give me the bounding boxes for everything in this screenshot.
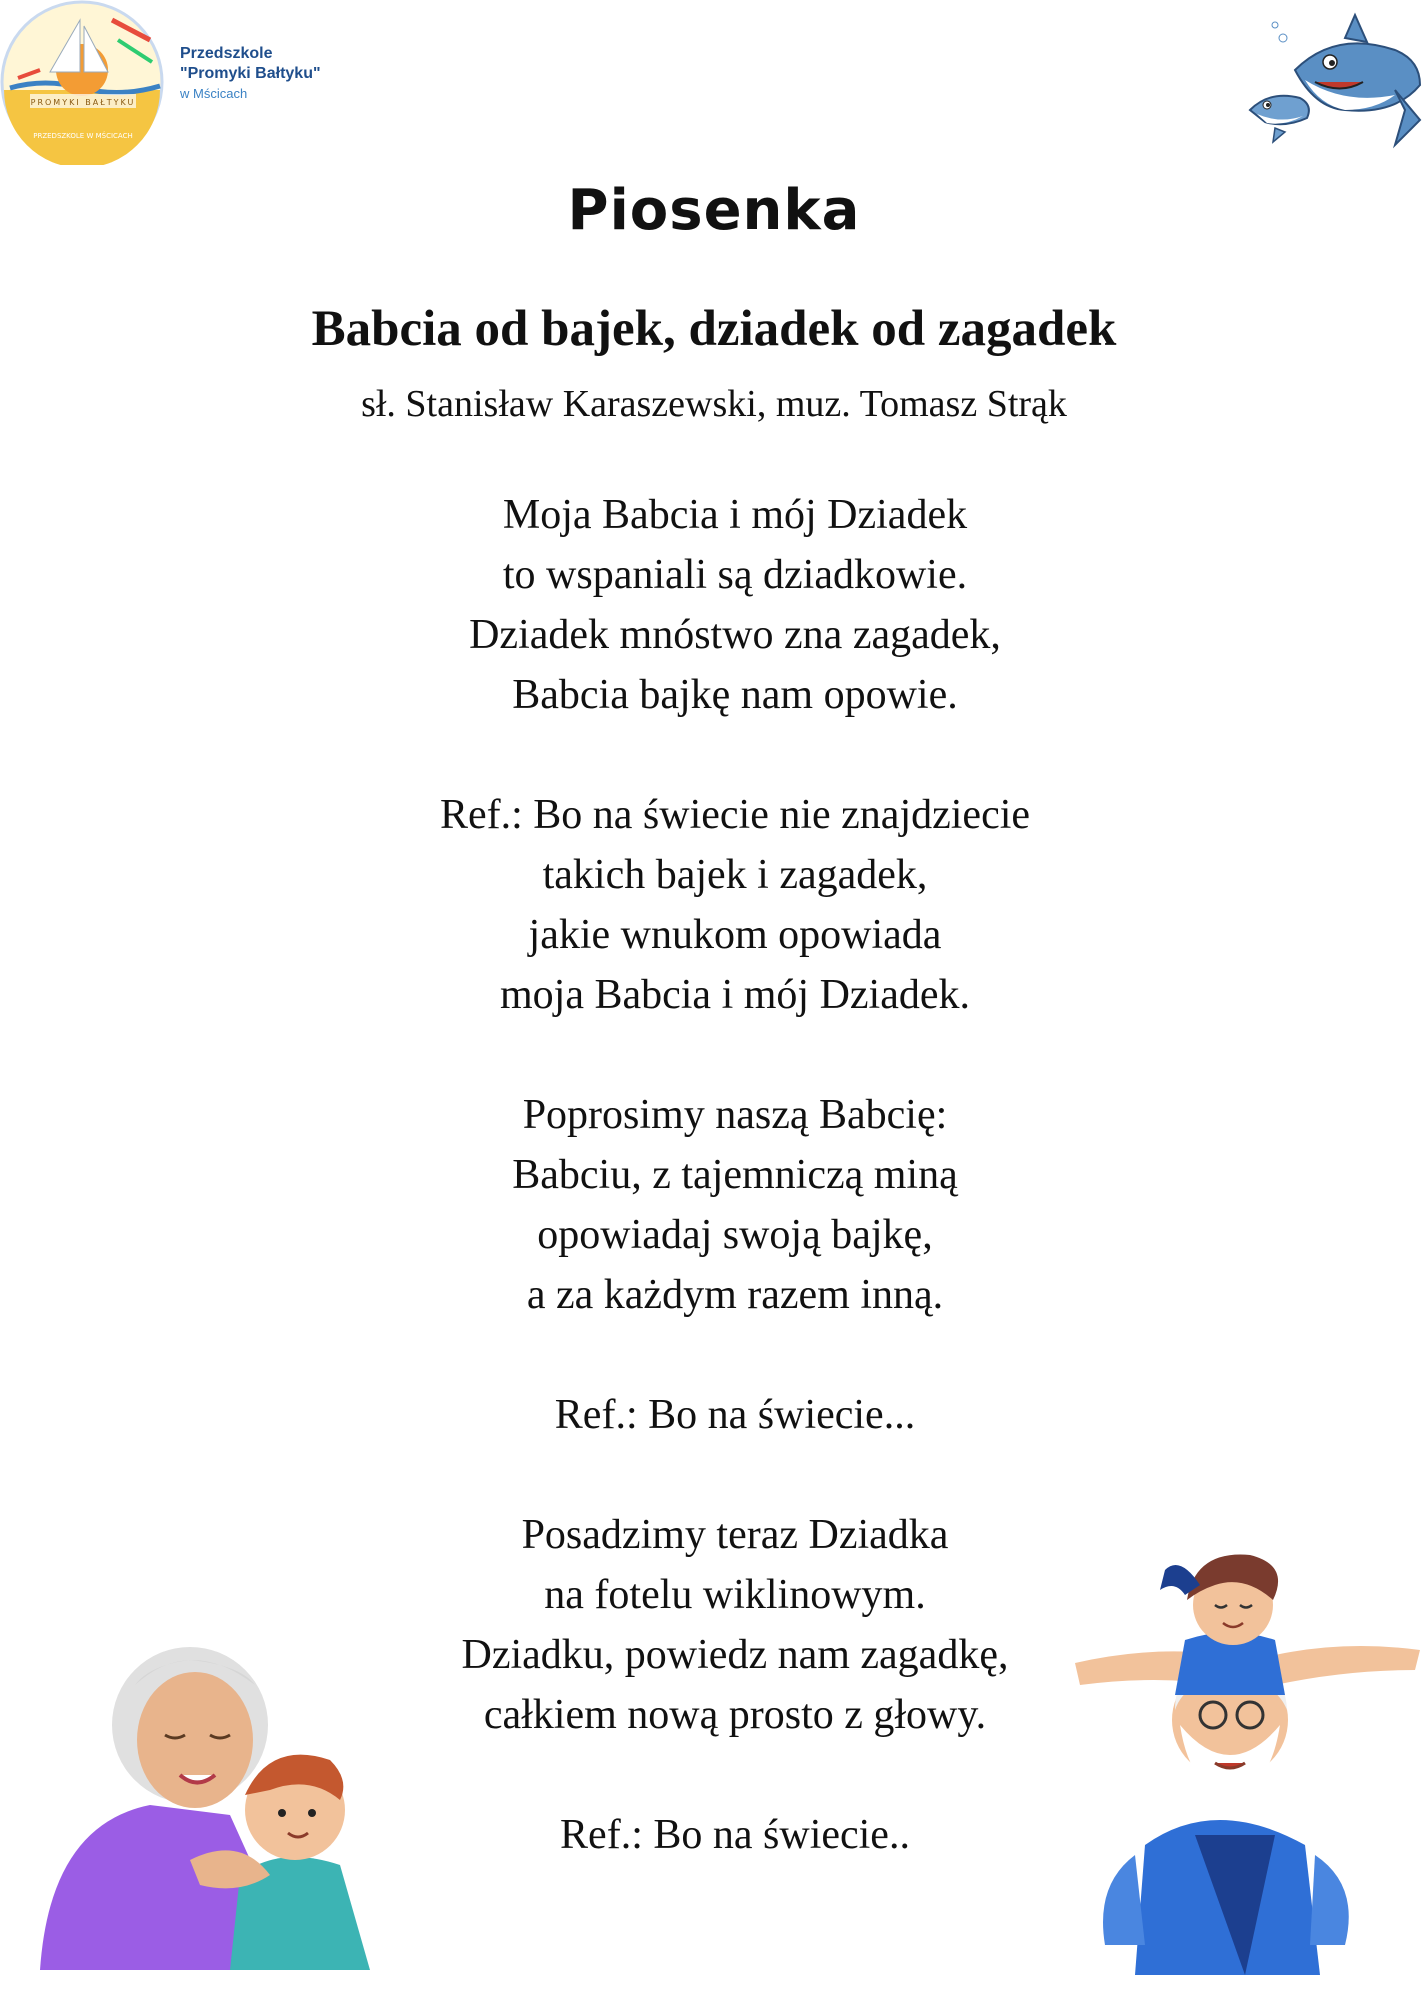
lyric-line: Posadzimy teraz Dziadka	[521, 1512, 949, 1558]
lyric-line: a za każdym razem inną.	[526, 1272, 944, 1318]
logo-ring-text: PRZEDSZKOLE W MŚCICACH	[33, 132, 133, 140]
lyric-line: takich bajek i zagadek,	[542, 852, 928, 898]
lyric-line: Dziadek mnóstwo zna zagadek,	[469, 612, 1001, 658]
lyric-line: opowiadaj swoją bajkę,	[537, 1212, 933, 1258]
school-name	[180, 44, 321, 104]
song-title: Babcia od bajek, dziadek od zagadek	[311, 301, 1117, 357]
lyric-line: Ref.: Bo na świecie...	[554, 1392, 916, 1438]
stanza-1	[0, 485, 1428, 725]
lyric-line: Poprosimy naszą Babcię:	[522, 1092, 948, 1138]
sharks-illustration	[1245, 10, 1428, 160]
logo-badge-text: PROMYKI BAŁTYKU	[30, 98, 136, 107]
lyric-line: jakie wnukom opowiada	[528, 912, 942, 958]
lyric-line: na fotelu wiklinowym.	[544, 1572, 926, 1618]
stanza-2	[0, 1085, 1428, 1325]
lyric-line: całkiem nową prosto z głowy.	[483, 1692, 987, 1738]
lyric-line: Babcia bajkę nam opowie.	[512, 672, 958, 718]
grandma-hugging-child-illustration	[40, 1575, 420, 1970]
school-logo	[0, 0, 165, 165]
page-heading: Piosenka	[567, 178, 861, 243]
lyric-line: to wspaniali są dziadkowie.	[502, 552, 968, 598]
song-credits: sł. Stanisław Karaszewski, muz. Tomasz Strąk	[361, 383, 1067, 425]
lyric-line: Babciu, z tajemniczą miną	[512, 1152, 958, 1198]
lyric-line: Ref.: Bo na świecie..	[560, 1812, 910, 1858]
lyric-line: Ref.: Bo na świecie nie znajdziecie	[439, 792, 1031, 838]
school-location: w Mścicach	[180, 86, 248, 101]
school-name-line1: Przedszkole	[180, 45, 273, 62]
stanza-refrain	[0, 785, 1428, 1025]
grandpa-carrying-child-illustration	[1075, 1545, 1425, 1975]
school-name-line2: "Promyki Bałtyku"	[180, 65, 321, 82]
lyric-line: Dziadku, powiedz nam zagadkę,	[461, 1632, 1009, 1678]
lyric-line: Moja Babcia i mój Dziadek	[502, 492, 968, 538]
lyric-line: moja Babcia i mój Dziadek.	[499, 972, 971, 1018]
stanza-refrain-repeat	[0, 1385, 1428, 1445]
